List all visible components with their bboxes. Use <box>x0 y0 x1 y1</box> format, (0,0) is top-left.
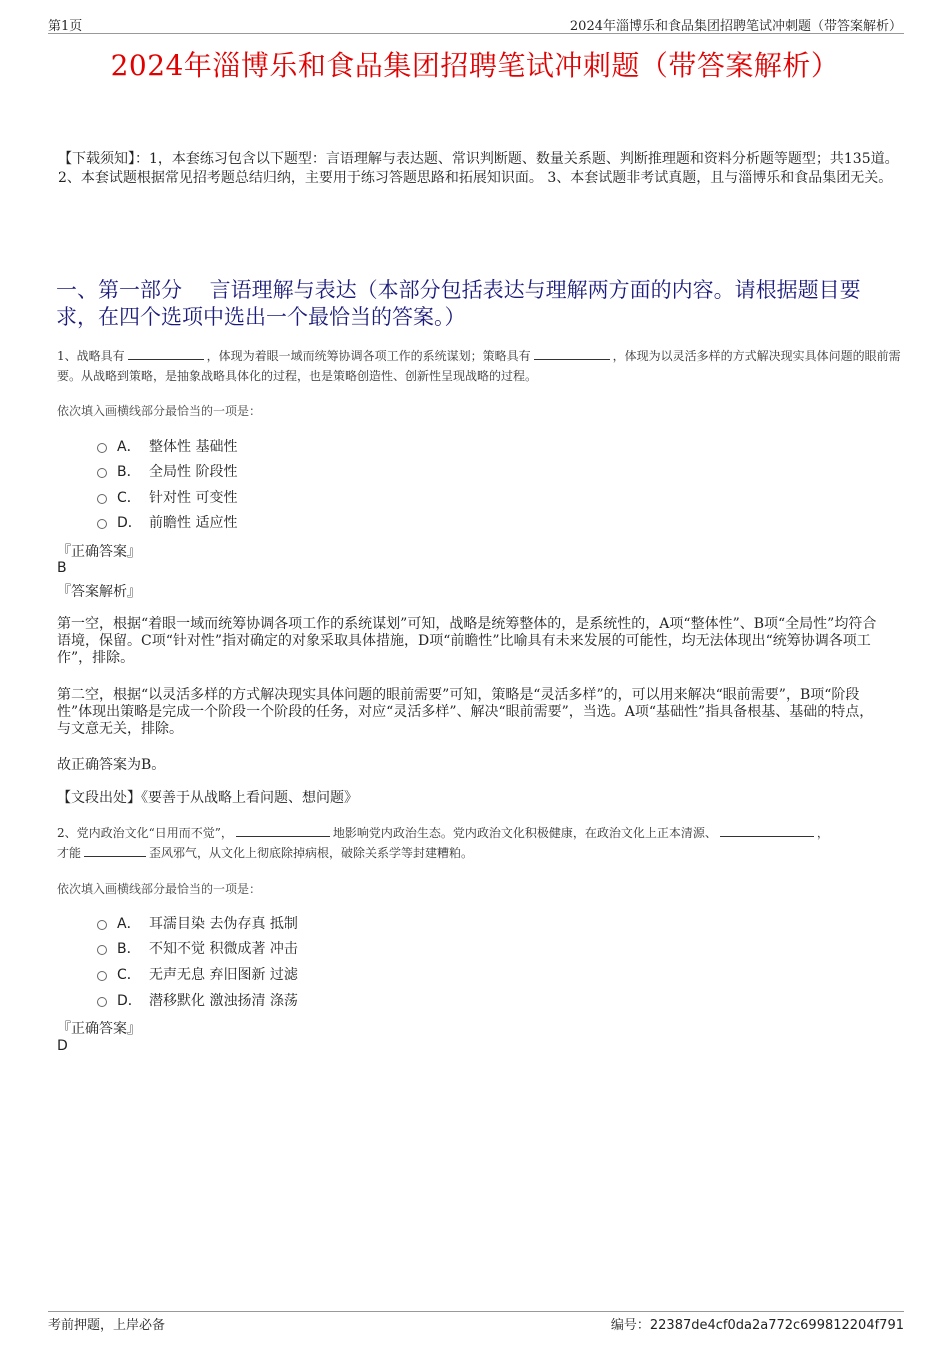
correct-answer-label: 『正确答案』 <box>57 544 141 560</box>
question-1-part: ，体现为着眼一域而统筹协调各项工作的系统谋划；策略具有 <box>206 349 531 363</box>
option-letter: D． <box>117 515 142 531</box>
option-c[interactable] <box>97 964 298 984</box>
option-b[interactable] <box>97 461 237 481</box>
option-a[interactable] <box>97 913 298 933</box>
radio-icon[interactable] <box>97 519 107 529</box>
analysis-paragraph-1: 第一空，根据“着眼一域而统筹协调各项工作的系统谋划”可知，战略是统筹整体的，是系统性的，A项“整体性”、B项“全局性”均符合语境，保留。C项“针对性”指对确定的对象采取具体措施，D项“前瞻性”比喻具有未来发展的可能性，均无法体现出“统筹协调各项工作”，排除。 <box>57 616 877 666</box>
option-letter: C． <box>117 490 141 506</box>
option-letter: B． <box>117 464 141 480</box>
answer-blank <box>128 347 204 360</box>
radio-icon[interactable] <box>97 468 107 478</box>
correct-answer-label: 『正确答案』 <box>57 1021 141 1037</box>
answer-blank <box>534 347 610 360</box>
page-number: 第1页 <box>48 19 83 34</box>
correct-answer: B <box>57 560 67 576</box>
radio-icon[interactable] <box>97 997 107 1007</box>
question-2-part: ， <box>816 826 829 840</box>
document-code <box>611 1314 904 1333</box>
question-2-part: 歪风邪气，从文化上彻底除掉病根，破除关系学等封建糟粕。 <box>149 846 474 860</box>
option-text: 全局性 阶段性 <box>149 464 238 480</box>
analysis-label: 『答案解析』 <box>57 584 141 600</box>
radio-icon[interactable] <box>97 945 107 955</box>
footer-slogan: 考前押题，上岸必备 <box>48 1318 166 1333</box>
footer-divider <box>48 1311 904 1312</box>
radio-icon[interactable] <box>97 920 107 930</box>
option-text: 不知不觉 积微成著 冲击 <box>149 941 298 957</box>
question-1-text <box>57 346 902 386</box>
question-2-part: 2、党内政治文化“日用而不觉”， <box>57 826 233 840</box>
question-2-text <box>57 823 902 863</box>
option-letter: A． <box>117 916 141 932</box>
download-notice: 【下载须知】：1，本套练习包含以下题型：言语理解与表达题、常识判断题、数量关系题、判断推理题和资料分析题等题型；共135道。 2、本套试题根据常见招考题总结归纳，主要用于练习答题思路和拓展知识面。 3、本套试题非考试真题，且与淄博乐和食品集团无关。 <box>58 151 899 186</box>
question-2-part: 地影响党内政治生态。党内政治文化积极健康，在政治文化上正本清源、 <box>332 826 717 840</box>
radio-icon[interactable] <box>97 971 107 981</box>
question-1-part: 1、战略具有 <box>57 349 125 363</box>
header-divider <box>48 33 904 34</box>
option-c[interactable] <box>97 487 237 507</box>
option-b[interactable] <box>97 938 298 958</box>
option-d[interactable] <box>97 512 237 532</box>
page-title: 2024年淄博乐和食品集团招聘笔试冲刺题（带答案解析） <box>110 49 840 82</box>
analysis-conclusion: 故正确答案为B。 <box>57 757 166 773</box>
analysis-paragraph-2: 第二空，根据“以灵活多样的方式解决现实具体问题的眼前需要”可知，策略是“灵活多样”的，可以用来解决“眼前需要”，B项“阶段性”体现出策略是完成一个阶段一个阶段的任务，对应“灵活多样”、解决“眼前需要”，当选。A项“基础性”指具备根基、基础的特点，与文意无关，排除。 <box>57 687 874 737</box>
option-letter: C． <box>117 967 141 983</box>
answer-blank <box>236 824 330 837</box>
question-2-prompt: 依次填入画横线部分最恰当的一项是： <box>57 882 262 896</box>
answer-blank <box>720 824 814 837</box>
option-text: 无声无息 弃旧图新 过滤 <box>149 967 298 983</box>
section-heading: 一、第一部分 言语理解与表达（本部分包括表达与理解两方面的内容。请根据题目要求，在四个选项中选出一个最恰当的答案。） <box>56 278 861 329</box>
code-label: 编号： <box>610 1318 650 1333</box>
option-d[interactable] <box>97 990 298 1010</box>
radio-icon[interactable] <box>97 443 107 453</box>
code-value: 22387de4cf0da2a772c699812204f791 <box>649 1318 904 1333</box>
option-text: 整体性 基础性 <box>149 439 238 455</box>
option-letter: D． <box>117 993 142 1009</box>
option-text: 针对性 可变性 <box>149 490 238 506</box>
option-text: 潜移默化 激浊扬清 涤荡 <box>149 993 298 1009</box>
radio-icon[interactable] <box>97 494 107 504</box>
option-letter: A． <box>117 439 141 455</box>
option-a[interactable] <box>97 436 237 456</box>
correct-answer: D <box>57 1038 68 1054</box>
option-text: 耳濡目染 去伪存真 抵制 <box>149 916 298 932</box>
text-source: 【文段出处】《要善于从战略上看问题、想问题》 <box>57 790 358 806</box>
question-1-prompt: 依次填入画横线部分最恰当的一项是： <box>57 404 262 418</box>
question-1-part: ，体现为以灵活多样的方式解决现实具体问题的眼前需要。从战略到策略，是抽象战略具体化的过程，也是策略创造性、创新性呈现战略的过程。 <box>57 349 901 383</box>
option-text: 前瞻性 适应性 <box>149 515 238 531</box>
header-doc-title: 2024年淄博乐和食品集团招聘笔试冲刺题（带答案解析） <box>569 19 902 34</box>
question-2-part: 才能 <box>57 846 82 860</box>
option-letter: B． <box>117 941 141 957</box>
answer-blank <box>84 844 146 857</box>
